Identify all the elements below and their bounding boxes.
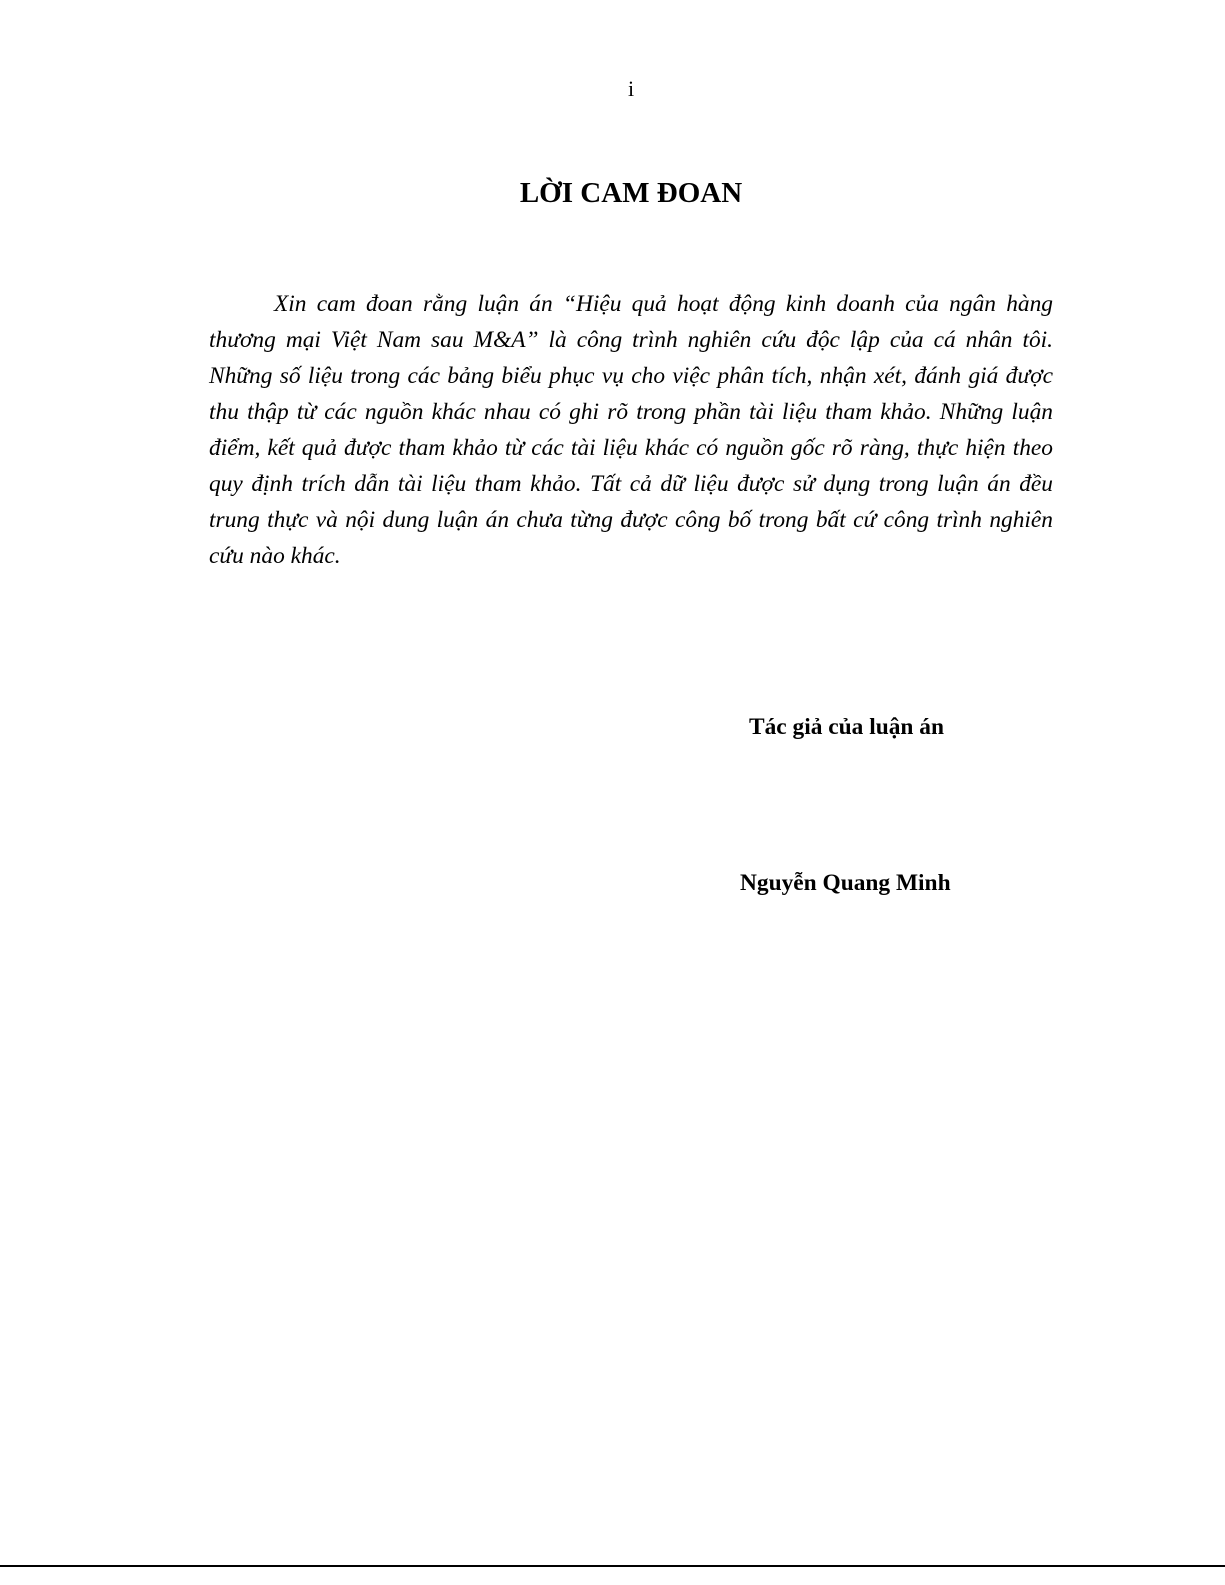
author-label: Tác giả của luận án [749,714,944,740]
declaration-paragraph: Xin cam đoan rằng luận án “Hiệu quả hoạt động kinh doanh của ngân hàng thương mại Việt Nam sau M&A” là công trình nghiên cứu độc lập của cá nhân tôi. Những số liệu trong các bảng biểu phục vụ cho việc phân tích, nhận xét, đánh giá được thu thập từ các nguồn khác nhau có ghi rõ trong phần tài liệu tham khảo. Những luận điểm, kết quả được tham khảo từ các tài liệu khác có nguồn gốc rõ ràng, thực hiện theo quy định trích dẫn tài liệu tham khảo. Tất cả dữ liệu được sử dụng trong luận án đều trung thực và nội dung luận án chưa từng được công bố trong bất cứ công trình nghiên cứu nào khác. [209,291,1053,569]
page-title: LỜI CAM ĐOAN [519,177,743,209]
bottom-divider [0,1565,1225,1567]
author-name: Nguyễn Quang Minh [740,870,951,896]
page-number: i [627,76,635,101]
